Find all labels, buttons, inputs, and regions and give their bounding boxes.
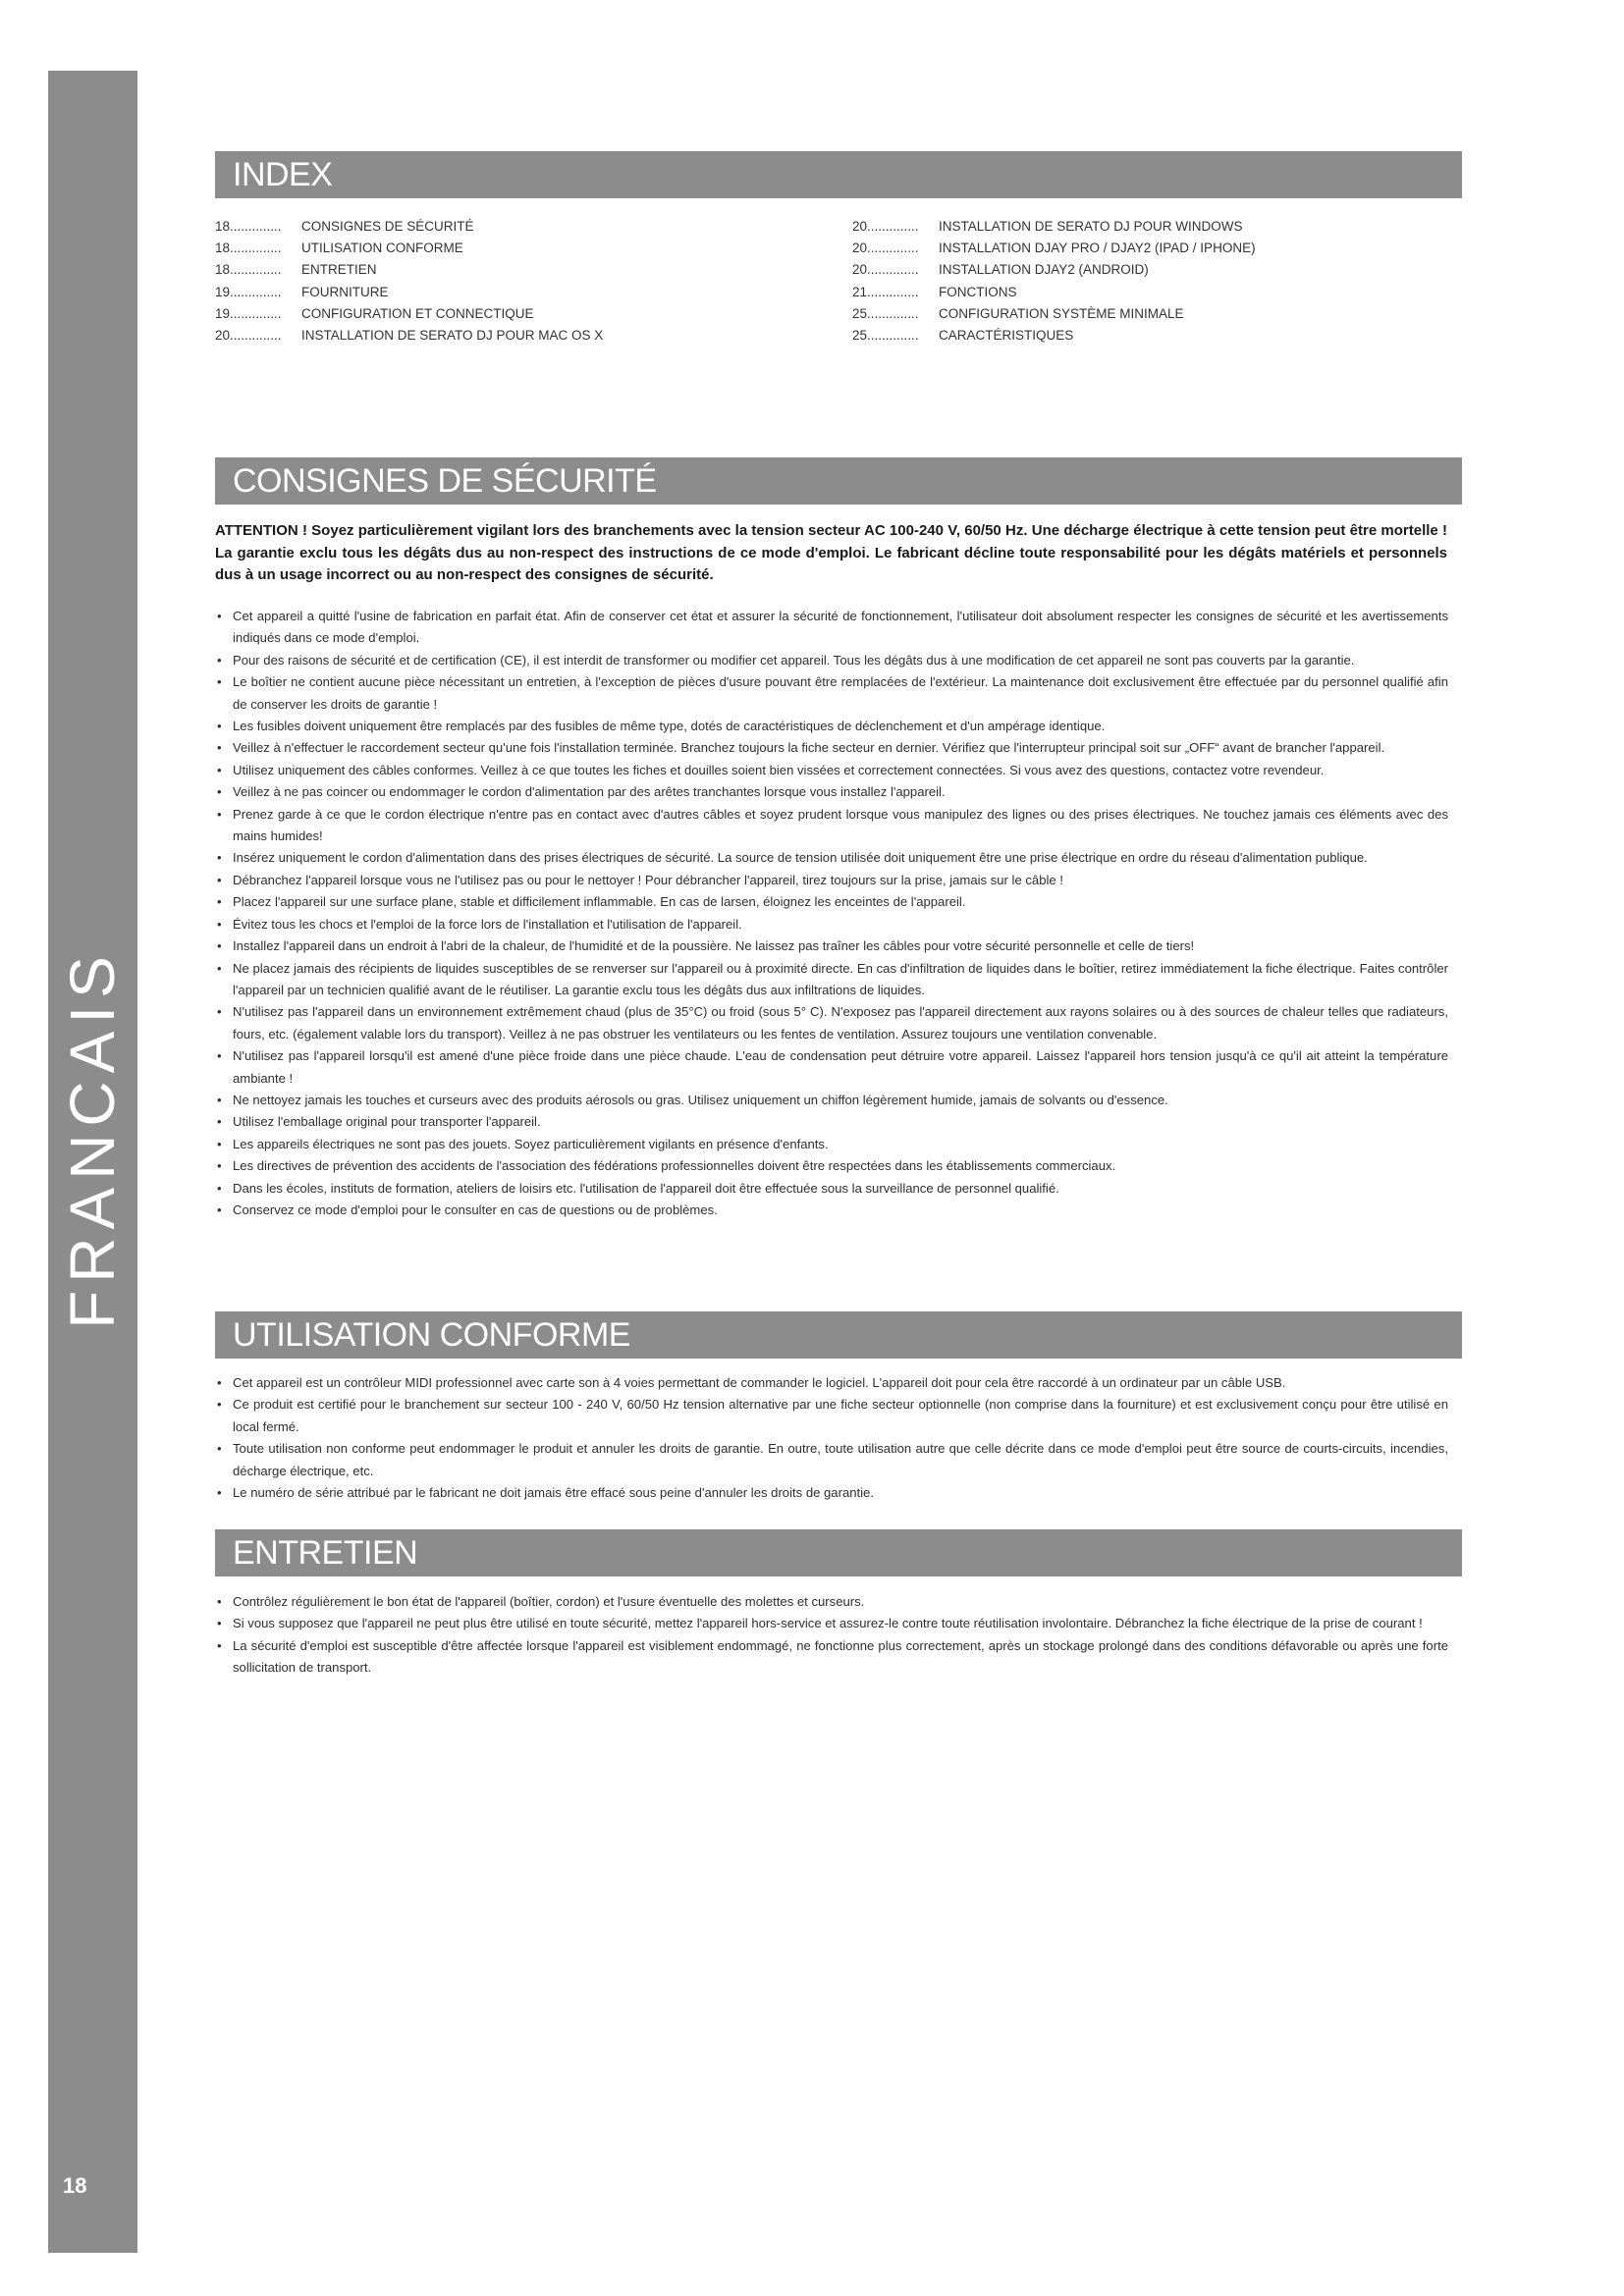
index-entry[interactable]: 18.............. CONSIGNES DE SÉCURITÉ (215, 219, 474, 234)
list-item: • Veillez à n'effectuer le raccordement secteur qu'une fois l'installation terminée. Branchez toujours la fiche secteur en dernier. Vérifiez que l'interrupteur principal soit sur „OFF“ avant de brancher l'appareil. (215, 737, 1448, 759)
list-item: • Les directives de prévention des accidents de l'association des fédérations professionnelles doivent être respectées dans les établissements commerciaux. (215, 1155, 1448, 1177)
list-item: • Cet appareil a quitté l'usine de fabrication en parfait état. Afin de conserver cet état et assurer la sécurité de fonctionnement, l'utilisateur doit absolument respecter les consignes de sécurité et les avertissements indiqués dans ce mode d'emploi. (215, 606, 1448, 650)
list-item: • Ce produit est certifié pour le branchement sur secteur 100 - 240 V, 60/50 Hz tension alternative par une fiche secteur optionnelle (non comprise dans la fourniture) et est exclusivement conçu pour être utilisé en local fermé. (215, 1394, 1448, 1438)
list-item: • Pour des raisons de sécurité et de certification (CE), il est interdit de transformer ou modifier cet appareil. Tous les dégâts dus à une modification de cet appareil ne sont pas couverts par la garantie. (215, 650, 1448, 671)
index-entry[interactable]: 19.............. CONFIGURATION ET CONNECTIQUE (215, 305, 534, 321)
list-item: • Utilisez uniquement des câbles conformes. Veillez à ce que toutes les fiches et douilles soient bien vissées et correctement connectées. Si vous avez des questions, contactez votre revendeur. (215, 760, 1448, 781)
list-item: • Prenez garde à ce que le cordon électrique n'entre pas en contact avec d'autres câbles et soyez prudent lorsque vous manipulez des lignes ou des prises électriques. Ne touchez jamais ces éléments avec des mains humides! (215, 804, 1448, 848)
list-item: • Ne nettoyez jamais les touches et curseurs avec des produits aérosols ou gras. Utilisez uniquement un chiffon légèrement humide, jamais de solvants ou d'essence. (215, 1090, 1448, 1111)
safety-warning: ATTENTION ! Soyez particulièrement vigilant lors des branchements avec la tension secteur AC 100-240 V, 60/50 Hz. Une décharge électrique à cette tension peut être mortelle ! La garantie exclu tous les dégâts dus au non-respect des instructions de ce mode d'emploi. Le fabricant décline toute responsabilité pour les dégâts matériels et personnels dus à un usage incorrect ou au non-respect des consignes de sécurité. (215, 522, 1447, 583)
index-entry[interactable]: 20.............. INSTALLATION DJAY PRO / DJAY2 (IPAD / IPHONE) (852, 240, 1256, 256)
list-item: • Toute utilisation non conforme peut endommager le produit et annuler les droits de garantie. En outre, toute utilisation autre que celle décrite dans ce mode d'emploi peut être source de courts-circuits, incendies, décharge électrique, etc. (215, 1438, 1448, 1482)
list-item: • Veillez à ne pas coincer ou endommager le cordon d'alimentation par des arêtes tranchantes lorsque vous installez l'appareil. (215, 781, 1448, 803)
list-item: • Les fusibles doivent uniquement être remplacés par des fusibles de même type, dotés de caractéristiques de déclenchement et d'un ampérage identique. (215, 716, 1448, 737)
list-item: • Si vous supposez que l'appareil ne peut plus être utilisé en toute sécurité, mettez l'appareil hors-service et assurez-le contre toute réutilisation involontaire. Débranchez la fiche électrique de la prise de courant ! (215, 1613, 1448, 1634)
list-item: • Le boîtier ne contient aucune pièce nécessitant un entretien, à l'exception de pièces d'usure pouvant être remplacées de l'extérieur. La maintenance doit exclusivement être effectuée par du personnel qualifié afin de conserver les droits de garantie ! (215, 671, 1448, 716)
index-entry[interactable]: 20.............. INSTALLATION DE SERATO DJ POUR WINDOWS (852, 219, 1243, 234)
usage-list (215, 1372, 1448, 1504)
page-number: 18 (63, 2173, 87, 2198)
list-item: • Contrôlez régulièrement le bon état de l'appareil (boîtier, cordon) et l'usure éventuelle des molettes et curseurs. (215, 1591, 1448, 1613)
list-item: • Débranchez l'appareil lorsque vous ne l'utilisez pas ou pour le nettoyer ! Pour débrancher l'appareil, tirez toujours sur la prise, jamais sur le câble ! (215, 870, 1448, 891)
maintenance-heading: ENTRETIEN (215, 1529, 1462, 1576)
list-item: • N'utilisez pas l'appareil dans un environnement extrêmement chaud (plus de 35°C) ou froid (sous 5° C). N'exposez pas l'appareil directement aux rayons solaires ou à des sources de chaleur telles que radiateurs, fours, etc. (également valable lors du transport). Veillez à ne pas obstruer les ventilateurs ou les fentes de ventilation. Assurez toujours une ventilation convenable. (215, 1001, 1448, 1045)
index-right-column (852, 216, 1402, 347)
list-item: • Conservez ce mode d'emploi pour le consulter en cas de questions ou de problèmes. (215, 1200, 1448, 1221)
list-item: • La sécurité d'emploi est susceptible d'être affectée lorsque l'appareil est visiblement endommagé, ne fonctionne plus correctement, après un stockage prolongé dans des conditions défavorable ou après une forte sollicitation de transport. (215, 1635, 1448, 1680)
list-item: • Insérez uniquement le cordon d'alimentation dans des prises électriques de sécurité. La source de tension utilisée doit uniquement être une prise électrique en ordre du réseau d'alimentation publique. (215, 847, 1448, 869)
list-item: • N'utilisez pas l'appareil lorsqu'il est amené d'une pièce froide dans une pièce chaude. L'eau de condensation peut détruire votre appareil. Laissez l'appareil hors tension jusqu'à ce qu'il ait atteint la température ambiante ! (215, 1045, 1448, 1090)
list-item: • Cet appareil est un contrôleur MIDI professionnel avec carte son à 4 voies permettant de commander le logiciel. L'appareil doit pour cela être raccordé à un ordinateur par un câble USB. (215, 1372, 1448, 1394)
language-label: FRANCAIS (57, 948, 128, 1329)
index-left-column (215, 216, 765, 347)
index-entry[interactable]: 20.............. INSTALLATION DE SERATO DJ POUR MAC OS X (215, 328, 604, 344)
index-entry[interactable]: 18.............. UTILISATION CONFORME (215, 240, 463, 256)
index-entry[interactable]: 25.............. CONFIGURATION SYSTÈME MINIMALE (852, 305, 1184, 321)
index-entry[interactable]: 20.............. INSTALLATION DJAY2 (ANDROID) (852, 262, 1149, 278)
safety-heading: CONSIGNES DE SÉCURITÉ (215, 457, 1462, 505)
list-item: • Évitez tous les chocs et l'emploi de la force lors de l'installation et l'utilisation de l'appareil. (215, 914, 1448, 935)
index-entry[interactable]: 18.............. ENTRETIEN (215, 262, 377, 278)
index-entry[interactable]: 19.............. FOURNITURE (215, 284, 389, 299)
list-item: • Dans les écoles, instituts de formation, ateliers de loisirs etc. l'utilisation de l'appareil doit être effectuée sous la surveillance de personnel qualifié. (215, 1178, 1448, 1200)
index-entry[interactable]: 25.............. CARACTÉRISTIQUES (852, 328, 1074, 344)
list-item: • Ne placez jamais des récipients de liquides susceptibles de se renverser sur l'appareil ou à proximité directe. En cas d'infiltration de liquides dans le boîtier, retirez immédiatement la fiche électrique. Faites contrôler l'appareil par un technicien qualifié avant de le réutiliser. La garantie exclu tous les dégâts dus aux infiltrations de liquides. (215, 958, 1448, 1002)
usage-heading: UTILISATION CONFORME (215, 1311, 1462, 1359)
maintenance-list (215, 1591, 1448, 1680)
list-item: • Les appareils électriques ne sont pas des jouets. Soyez particulièrement vigilants en présence d'enfants. (215, 1134, 1448, 1155)
index-heading: INDEX (215, 151, 1462, 198)
safety-list (215, 606, 1448, 1221)
list-item: • Utilisez l'emballage original pour transporter l'appareil. (215, 1111, 1448, 1133)
list-item: • Le numéro de série attribué par le fabricant ne doit jamais être effacé sous peine d'annuler les droits de garantie. (215, 1482, 1448, 1504)
list-item: • Placez l'appareil sur une surface plane, stable et difficilement inflammable. En cas de larsen, éloignez les enceintes de l'appareil. (215, 891, 1448, 913)
list-item: • Installez l'appareil dans un endroit à l'abri de la chaleur, de l'humidité et de la poussière. Ne laissez pas traîner les câbles pour votre sécurité personnelle et celle de tiers! (215, 935, 1448, 957)
index-entry[interactable]: 21.............. FONCTIONS (852, 284, 1017, 299)
